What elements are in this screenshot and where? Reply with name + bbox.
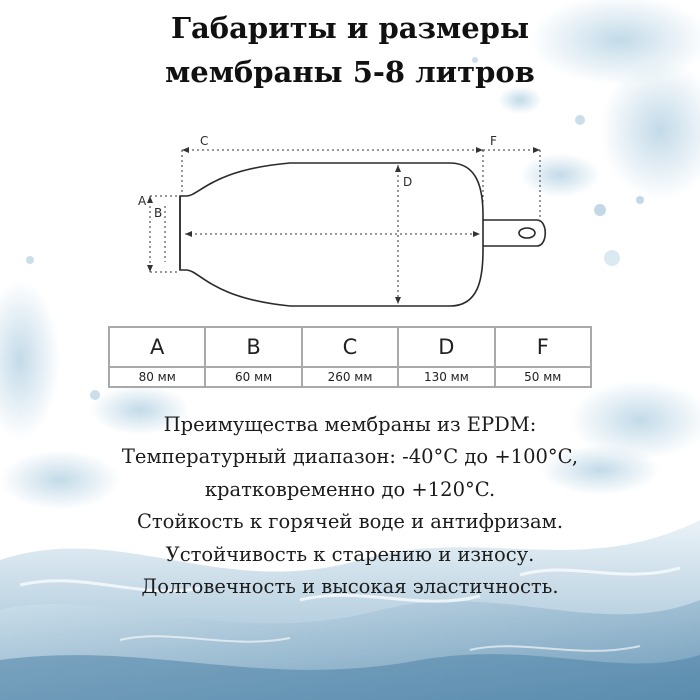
title-line-2: мембраны 5-8 литров	[165, 55, 535, 89]
feature-line: Температурный диапазон: -40°C до +100°C,	[121, 445, 579, 469]
dimension-value: 50 мм	[495, 367, 591, 387]
feature-line: Устойчивость к старению и износу.	[165, 542, 535, 566]
dimension-value: 130 мм	[398, 367, 494, 387]
features-list	[0, 409, 700, 603]
features-heading: Преимущества мембраны из EPDM:	[163, 413, 537, 436]
feature-line: кратковременно до +120°C.	[204, 477, 496, 501]
dimension-letter: A	[109, 327, 205, 367]
feature-line: Долговечность и высокая эластичность.	[141, 575, 559, 599]
label-b: B	[154, 206, 163, 220]
membrane-tab	[483, 220, 545, 246]
feature-line: Стойкость к горячей воде и антифризам.	[136, 510, 564, 534]
dimensions-table	[108, 326, 592, 388]
membrane-tab-hole	[519, 228, 535, 238]
dimension-letter: F	[495, 327, 591, 367]
label-c: C	[200, 134, 209, 148]
dimension-value: 80 мм	[109, 367, 205, 387]
title-line-1: Габариты и размеры	[170, 11, 530, 45]
dimension-letter: D	[398, 327, 494, 367]
label-d: D	[403, 175, 413, 189]
label-f: F	[490, 134, 497, 148]
dimension-letters-row	[109, 327, 591, 367]
dimension-values-row	[109, 367, 591, 387]
dimension-letter: C	[302, 327, 398, 367]
dimension-letter: B	[205, 327, 301, 367]
label-a: A	[138, 194, 147, 208]
dimension-value: 260 мм	[302, 367, 398, 387]
dimension-value: 60 мм	[205, 367, 301, 387]
